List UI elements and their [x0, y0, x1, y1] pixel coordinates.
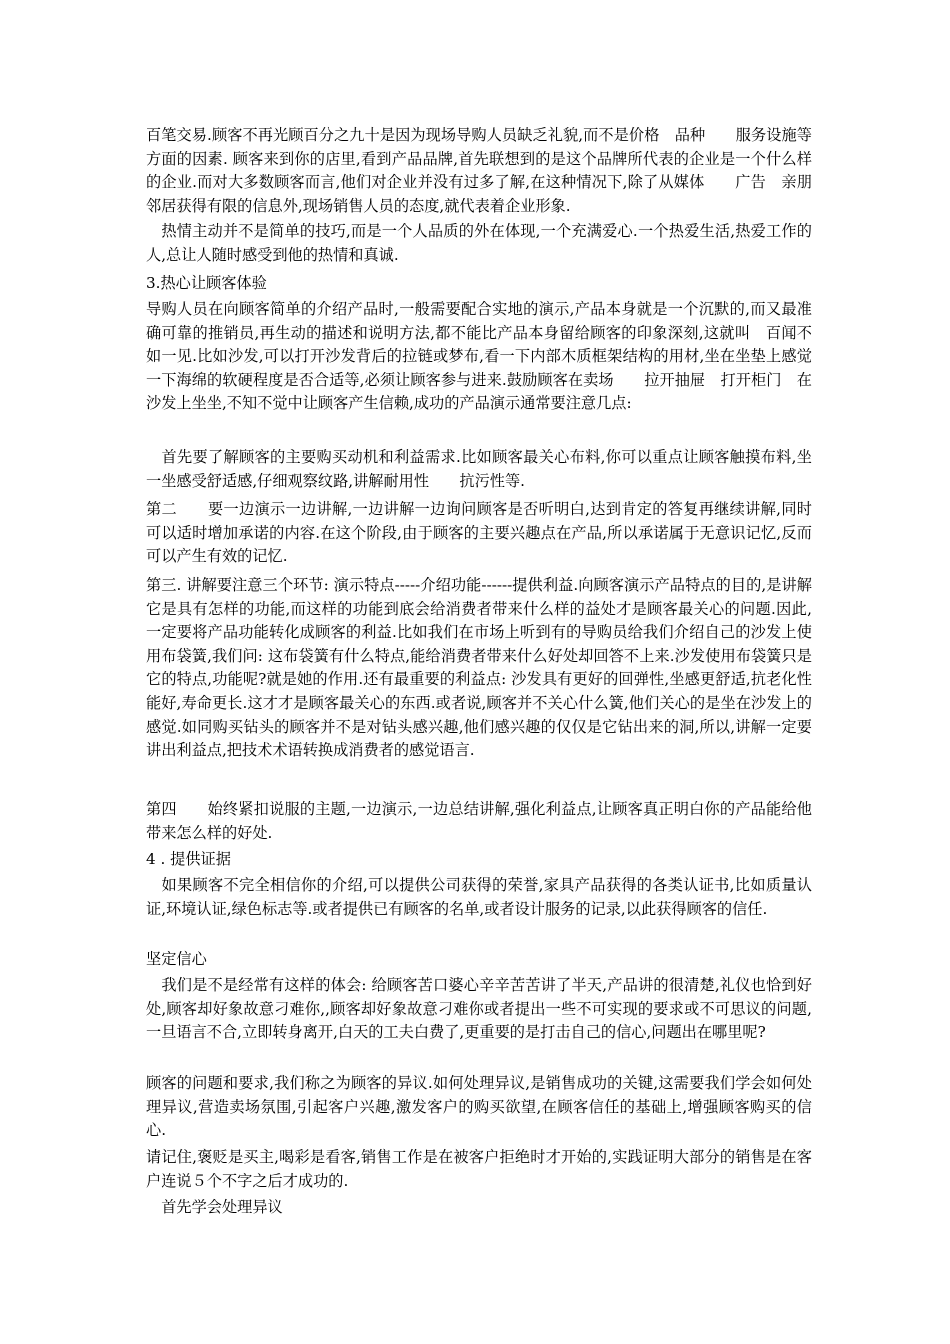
- paragraph: 我们是不是经常有这样的体会: 给顾客苦口婆心辛辛苦苦讲了半天,产品讲的很清楚,礼仪也恰到好处,顾客却好象故意刁难你,,顾客却好象故意刁难你或者提出一些不可实现的要求或不可思议的问题,一旦语言不合,立即转身离开,白天的工夫白费了,更重要的是打击自己的信心,问题出在哪里呢?: [146, 976, 812, 1042]
- paragraph: 第四 始终紧扣说服的主题,一边演示,一边总结讲解,强化利益点,让顾客真正明白你的产品能给他带来怎么样的好处.: [146, 800, 812, 842]
- paragraph: 如果顾客不完全相信你的介绍,可以提供公司获得的荣誉,家具产品获得的各类认证书,比如质量认证,环境认证,绿色标志等.或者提供已有顾客的名单,或者设计服务的记录,以此获得顾客的信任.: [146, 876, 812, 918]
- paragraph: 第二 要一边演示一边讲解,一边讲解一边询问顾客是否听明白,达到肯定的答复再继续讲解,同时可以适时增加承诺的内容.在这个阶段,由于顾客的主要兴趣点在产品,所以承诺属于无意识记忆,反而可以产生有效的记忆.: [146, 500, 812, 566]
- section-heading: 4 . 提供证据: [146, 850, 231, 868]
- paragraph: 热情主动并不是简单的技巧,而是一个人品质的外在体现,一个充满爱心.一个热爱生活,热爱工作的人,总让人随时感受到他的热情和真诚.: [146, 222, 812, 264]
- paragraph: 第三. 讲解要注意三个环节: 演示特点-----介绍功能------提供利益.向顾客演示产品特点的目的,是讲解它是具有怎样的功能,而这样的功能到底会给消费者带来什么样的益处才是顾客最关心的问题.因此,一定要将产品功能转化成顾客的利益.比如我们在市场上听到有的导购员给我们介绍自己的沙发上使用布袋簧,我们问: 这布袋簧有什么特点,能给消费者带来什么好处却回答不上来.沙发使用布袋簧只是它的特点,功能呢?就是她的作用.还有最重要的利益点: 沙发具有更好的回弹性,坐感更舒适,抗老化性能好,寿命更长.这才才是顾客最关心的东西.或者说,顾客并不关心什么簧,他们关心的是坐在沙发上的感觉.如同购买钻头的顾客并不是对钻头感兴趣,他们感兴趣的仅仅是它钻出来的洞,所以,讲解一定要讲出利益点,把技术术语转换成消费者的感觉语言.: [146, 576, 812, 760]
- paragraph: 顾客的问题和要求,我们称之为顾客的异议.如何处理异议,是销售成功的关键,这需要我们学会如何处理异议,营造卖场氛围,引起客户兴趣,激发客户的购买欲望,在顾客信任的基础上,增强顾客购买的信心.: [146, 1074, 812, 1140]
- paragraph: 首先学会处理异议: [146, 1198, 283, 1216]
- paragraph: 导购人员在向顾客简单的介绍产品时,一般需要配合实地的演示,产品本身就是一个沉默的,而又最准确可靠的推销员,再生动的描述和说明方法,都不能比产品本身留给顾客的印象深刻,这就叫 百闻不如一见.比如沙发,可以打开沙发背后的拉链或梦布,看一下内部木质框架结构的用材,坐在坐垫上感觉一下海绵的软硬程度是否合适等,必须让顾客参与进来.鼓励顾客在卖场 拉开抽屉 打开柜门 在沙发上坐坐,不知不觉中让顾客产生信赖,成功的产品演示通常要注意几点:: [146, 300, 812, 413]
- paragraph: 请记住,褒贬是买主,喝彩是看客,销售工作是在被客户拒绝时才开始的,实践证明大部分的销售是在客户连说５个不字之后才成功的.: [146, 1148, 812, 1190]
- section-heading: 3.热心让顾客体验: [146, 274, 267, 292]
- document-page: [0, 124, 950, 1224]
- section-heading: 坚定信心: [146, 950, 207, 968]
- paragraph: 首先要了解顾客的主要购买动机和利益需求.比如顾客最关心布料,你可以重点让顾客触摸布料,坐一坐感受舒适感,仔细观察纹路,讲解耐用性 抗污性等.: [146, 448, 812, 490]
- paragraph: 百笔交易.顾客不再光顾百分之九十是因为现场导购人员缺乏礼貌,而不是价格 品种 服务设施等方面的因素. 顾客来到你的店里,看到产品品牌,首先联想到的是这个品牌所代表的企业是一个什么样的企业.而对大多数顾客而言,他们对企业并没有过多了解,在这种情况下,除了从媒体 广告 亲朋邻居获得有限的信息外,现场销售人员的态度,就代表着企业形象.: [146, 126, 812, 215]
